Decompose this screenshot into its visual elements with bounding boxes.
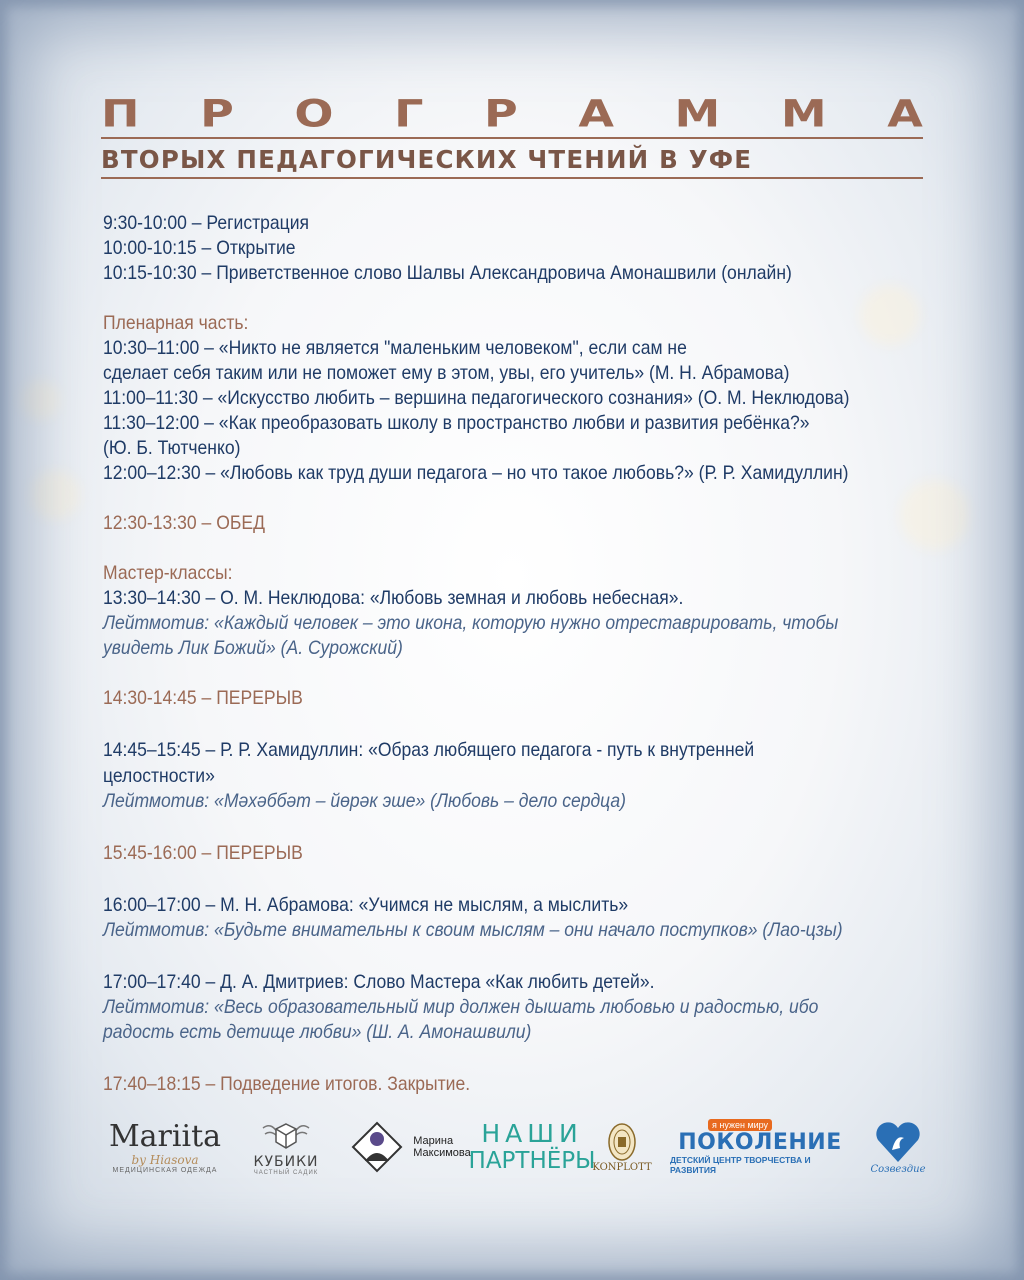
masterclass-title: 16:00–17:00 – М. Н. Абрамова: «Учимся не мыслям, а мыслить» <box>103 894 629 916</box>
schedule-item: 11:30–12:00 – «Как преобразовать школу в пространство любви и развития ребёнка?» <box>103 412 810 434</box>
page-subtitle: ВТОРЫХ ПЕДАГОГИЧЕСКИХ ЧТЕНИЙ В УФЕ <box>101 145 753 174</box>
schedule-item: сделает себя таким или не поможет ему в этом, увы, его учитель» (М. Н. Абрамова) <box>103 362 790 384</box>
schedule-item: 12:00–12:30 – «Любовь как труд души педагога – но что такое любовь?» (Р. Р. Хамидуллин) <box>103 462 849 484</box>
title-letter: Г <box>394 91 424 136</box>
schedule <box>103 211 933 1097</box>
title-letter: П <box>101 91 140 136</box>
title-letter: М <box>674 91 721 136</box>
schedule-item: 9:30-10:00 – Регистрация <box>103 212 310 234</box>
title-letter: М <box>780 91 827 136</box>
masterclass-title: 13:30–14:30 – О. М. Неклюдова: «Любовь земная и любовь небесная». <box>103 587 684 609</box>
schedule-item: 10:30–11:00 – «Никто не является "маленьким человеком", если сам не <box>103 337 687 359</box>
title-letter: Р <box>200 91 234 136</box>
break: 15:45-16:00 – ПЕРЕРЫВ <box>103 842 303 864</box>
partners-logos <box>100 1112 926 1182</box>
section-heading-masterclasses: Мастер-классы: <box>103 562 233 584</box>
masterclass-title: 14:45–15:45 – Р. Р. Хамидуллин: «Образ любящего педагога - путь к внутренней <box>103 739 755 761</box>
closing: 17:40–18:15 – Подведение итогов. Закрытие. <box>103 1073 471 1095</box>
masterclass-motto: Лейтмотив: «Будьте внимательны к своим мыслям – они начало поступков» (Лао-цзы) <box>103 919 843 941</box>
title-letter: О <box>294 91 334 136</box>
schedule-item: 10:00-10:15 – Открытие <box>103 237 296 259</box>
masterclass-motto: Лейтмотив: «Мәхәббәт – йөрәк эше» (Любовь – дело сердца) <box>103 790 627 812</box>
cube-wings-icon <box>261 1118 311 1154</box>
our-partners-label: НАШИ ПАРТНЁРЫ <box>468 1119 596 1174</box>
mariita-logo: Mariita by Hiasova МЕДИЦИНСКАЯ ОДЕЖДА <box>108 1118 222 1174</box>
title-letter: А <box>578 91 614 136</box>
kubiki-logo: КУБИКИ ЧАСТНЫЙ САДИК <box>248 1112 324 1182</box>
marina-maksimova-logo: Марина Максимова <box>340 1112 480 1182</box>
sozvezdie-logo: Созвездие <box>870 1112 926 1182</box>
lunch-break: 12:30-13:30 – ОБЕД <box>103 512 265 534</box>
masterclass-motto: увидеть Лик Божий» (А. Сурожский) <box>103 637 403 659</box>
crest-icon <box>607 1122 637 1162</box>
diamond-portrait-icon <box>349 1119 405 1175</box>
title-letter: А <box>887 91 923 136</box>
section-heading-plenary: Пленарная часть: <box>103 312 249 334</box>
schedule-item: (Ю. Б. Тютченко) <box>103 437 241 459</box>
pokolenie-logo: я нужен миру ПОКОЛЕНИЕ ДЕТСКИЙ ЦЕНТР ТВОРЧЕСТВА И РАЗВИТИЯ <box>670 1120 842 1175</box>
masterclass-motto: Лейтмотив: «Каждый человек – это икона, которую нужно отреставрировать, чтобы <box>103 612 839 634</box>
page-title <box>101 91 923 136</box>
masterclass-motto: Лейтмотив: «Весь образовательный мир должен дышать любовью и радостью, ибо <box>103 996 819 1018</box>
break: 14:30-14:45 – ПЕРЕРЫВ <box>103 687 303 709</box>
title-letter: Р <box>484 91 518 136</box>
masterclass-motto: радость есть детище любви» (Ш. А. Амонашвили) <box>103 1021 532 1043</box>
masterclass-title: целостности» <box>103 765 215 787</box>
konplott-logo: KONPLOTT <box>594 1112 650 1182</box>
schedule-item: 10:15-10:30 – Приветственное слово Шалвы Александровича Амонашвили (онлайн) <box>103 262 792 284</box>
subtitle-divider <box>101 177 923 179</box>
title-divider <box>101 137 923 139</box>
masterclass-title: 17:00–17:40 – Д. А. Дмитриев: Слово Мастера «Как любить детей». <box>103 971 655 993</box>
heart-swan-icon <box>874 1120 922 1164</box>
schedule-item: 11:00–11:30 – «Искусство любить – вершина педагогического сознания» (О. М. Неклюдова) <box>103 387 850 409</box>
